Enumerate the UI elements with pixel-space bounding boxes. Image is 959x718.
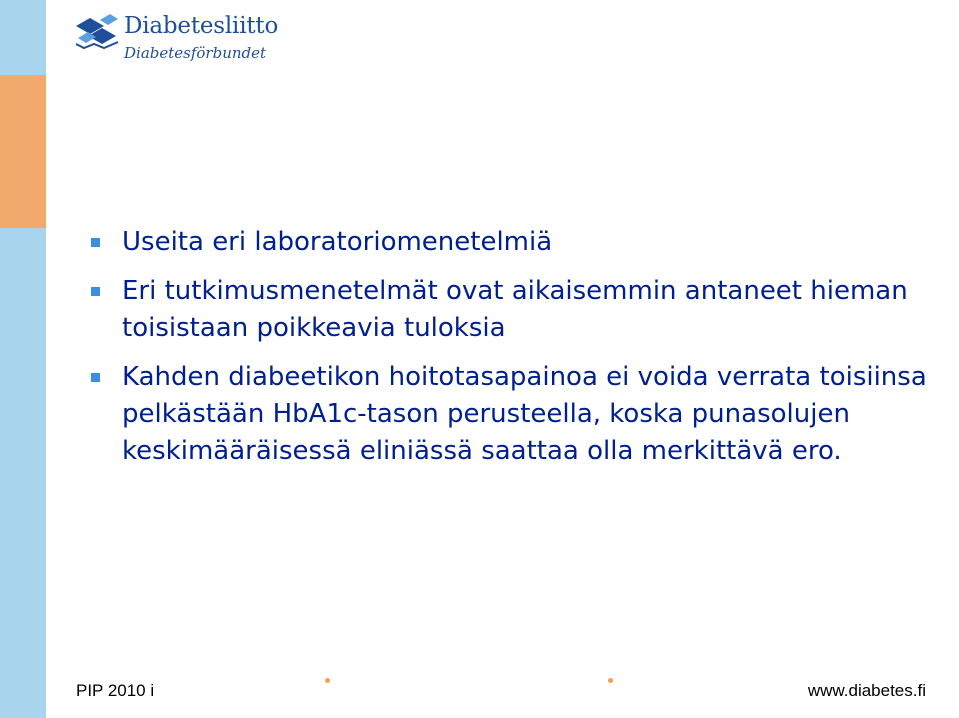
footer-dot-icon: [608, 678, 613, 683]
bullet-list: [90, 224, 930, 482]
footer-label: PIP 2010 i: [76, 681, 155, 700]
logo-subtitle: Diabetesförbundet: [124, 44, 267, 62]
logo-name: Diabetesliitto: [124, 13, 279, 39]
bullet-text: Useita eri laboratoriomenetelmiä: [122, 227, 553, 257]
bullet-item: [90, 359, 930, 470]
bullet-item: [90, 224, 930, 261]
bullet-marker-icon: [91, 373, 100, 382]
side-strip-bottom: [0, 228, 46, 718]
bullet-marker-icon: [91, 287, 100, 296]
footer-website: www.diabetes.fi: [807, 681, 926, 700]
side-strip-accent: [0, 75, 46, 228]
bullet-item: [90, 273, 930, 347]
logo-mark-icon: [74, 14, 120, 50]
side-strip-top: [0, 0, 46, 75]
logo: [74, 12, 284, 68]
bullet-text: Kahden diabeetikon hoitotasapainoa ei voida verrata toisiinsa pelkästään HbA1c-tason perusteella, koska punasolujen keskimääräisessä eliniässä saattaa olla merkittävä ero.: [122, 362, 927, 466]
bullet-marker-icon: [91, 238, 100, 247]
footer-dot-icon: [325, 678, 330, 683]
bullet-text: Eri tutkimusmenetelmät ovat aikaisemmin antaneet hieman toisistaan poikkeavia tuloksia: [122, 276, 908, 343]
